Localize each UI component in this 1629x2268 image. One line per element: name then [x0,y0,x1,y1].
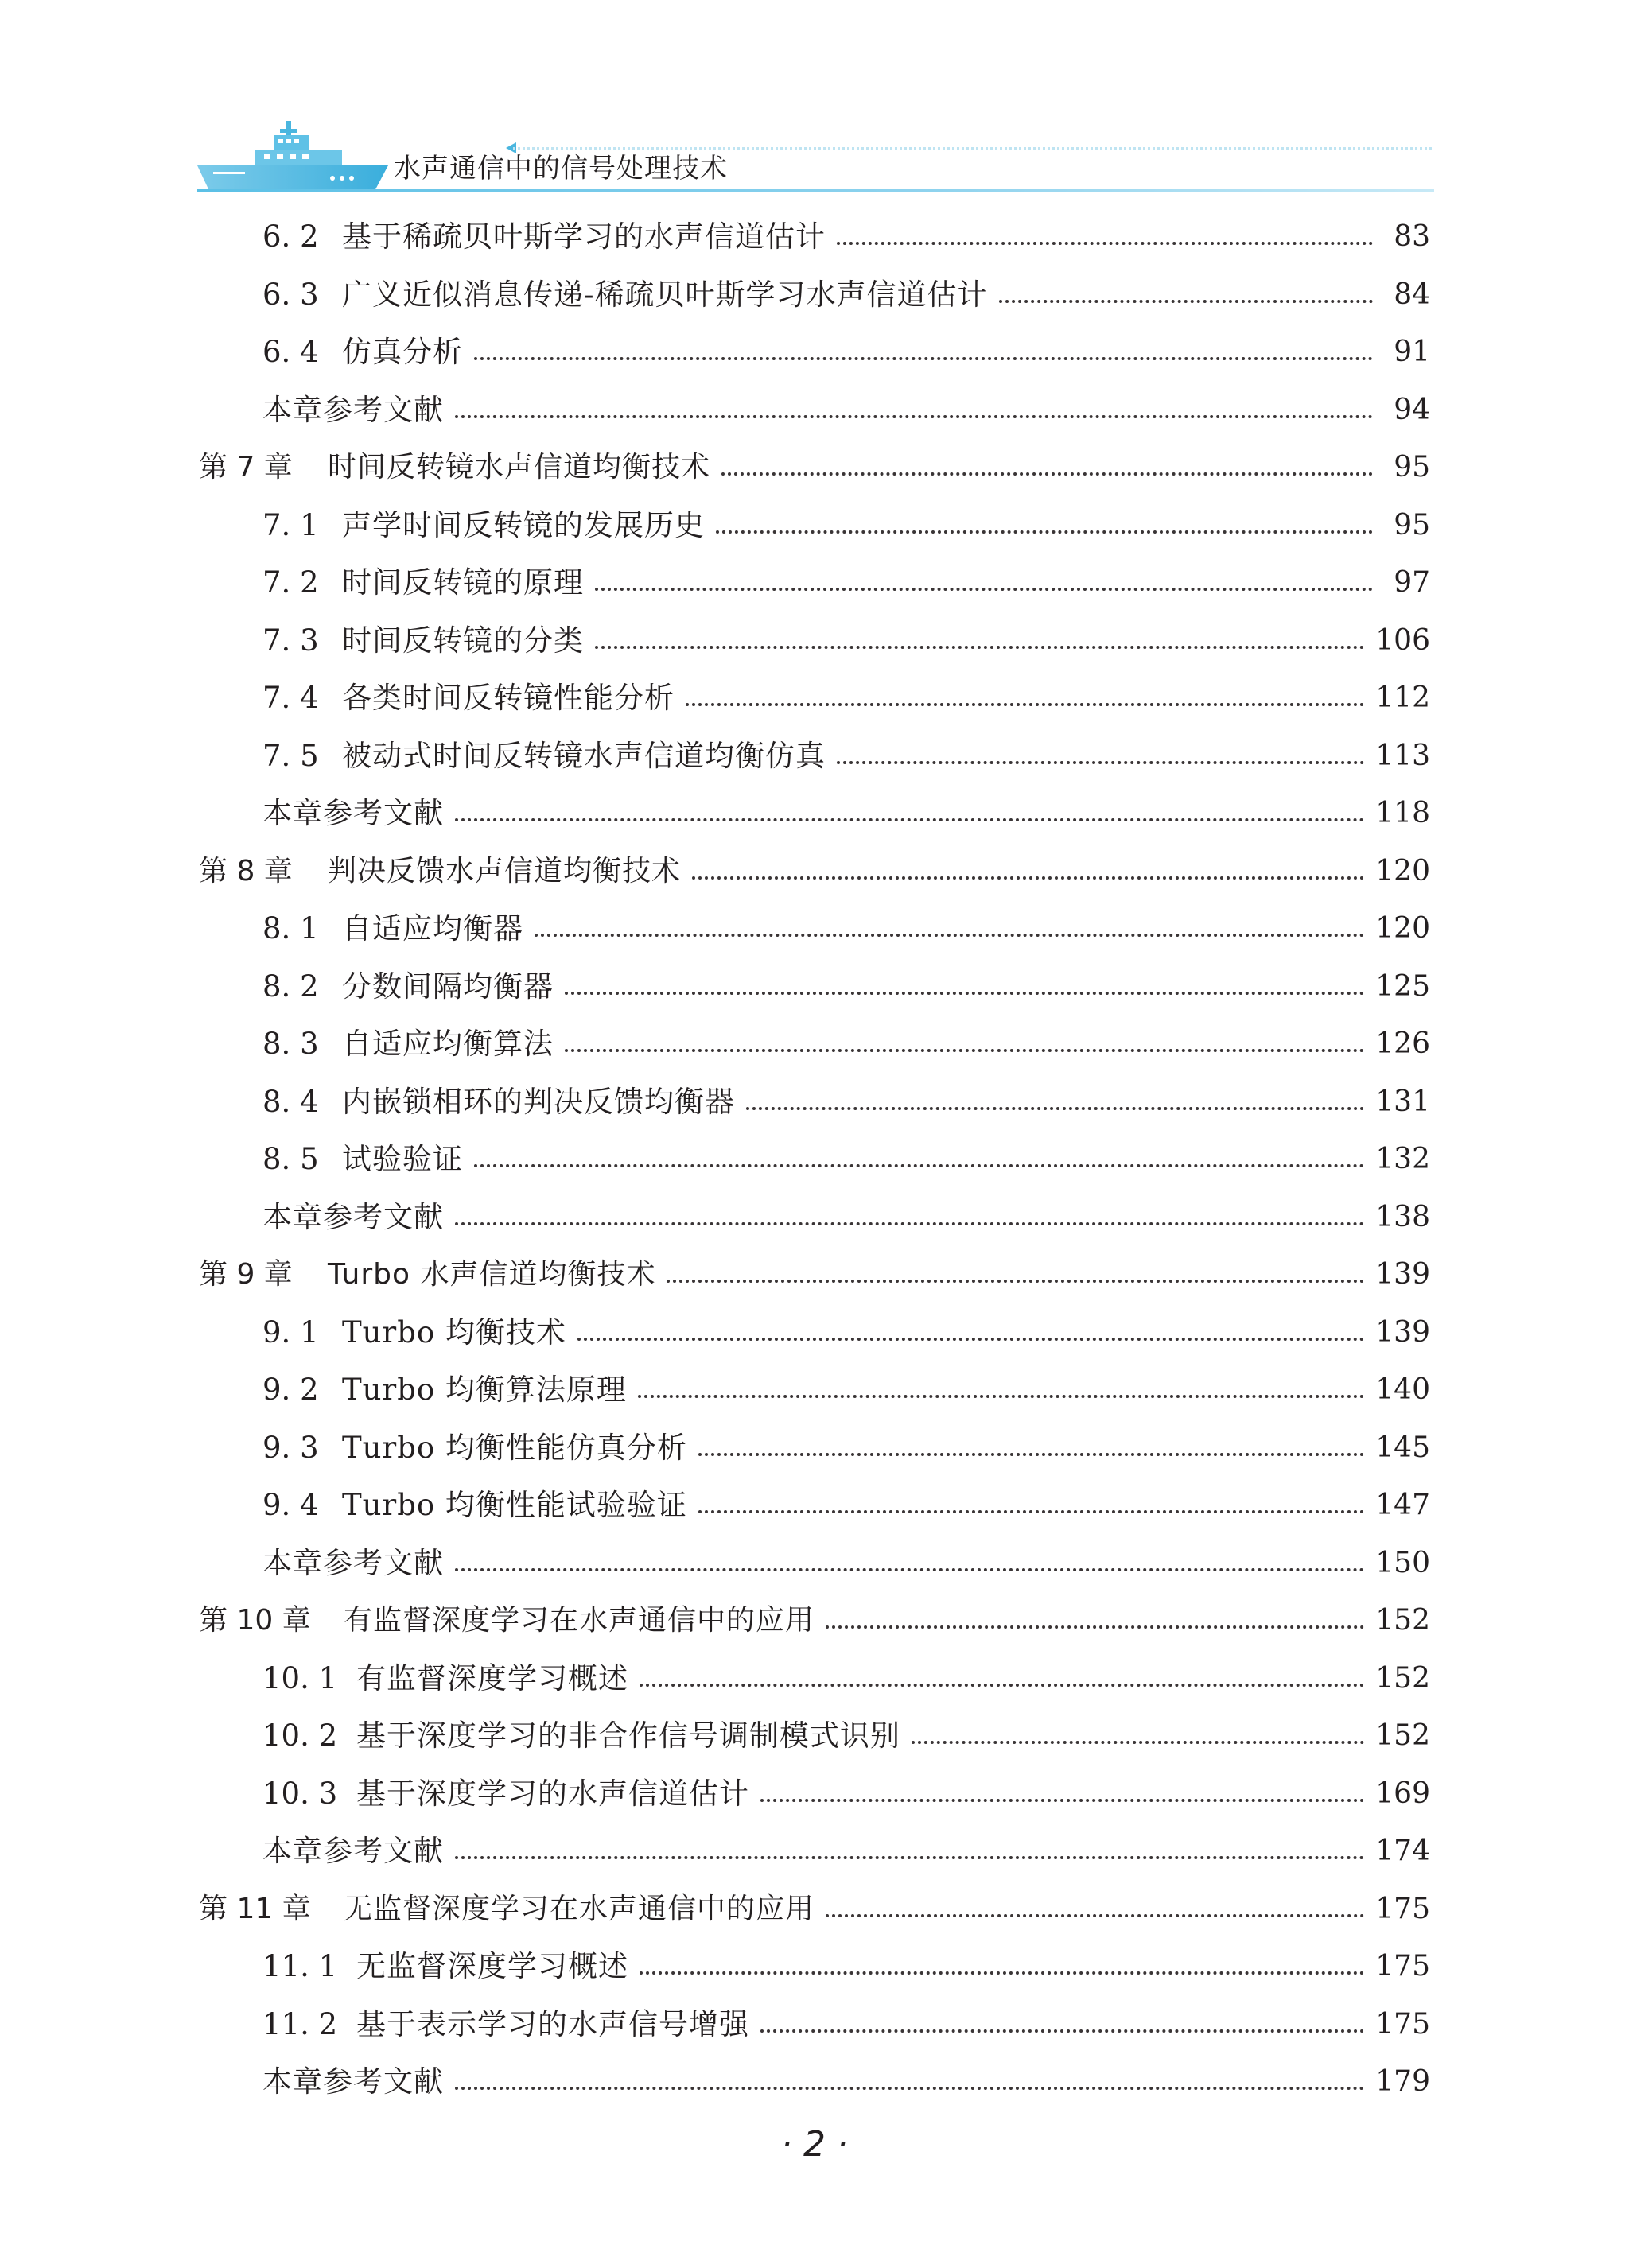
toc-page-number: 140 [1375,1373,1430,1407]
toc-page-number: 97 [1394,566,1430,600]
toc-entry-title: 仿真分析 [342,335,463,370]
toc-references-row [0,785,1629,843]
toc-section-row [0,958,1629,1016]
toc-page-number: 132 [1375,1143,1430,1176]
toc-dot-leader [826,1914,1364,1917]
toc-dot-leader [692,876,1364,880]
toc-page-number: 175 [1375,2007,1430,2041]
toc-entry-number: 6. 3 [262,277,319,312]
toc-page-number: 175 [1375,1892,1430,1925]
toc-entry-title: 基于深度学习的水声信道估计 [356,1776,749,1811]
toc-dot-leader [595,588,1373,591]
toc-section-row [0,266,1629,324]
toc-entry-title: Turbo 均衡性能仿真分析 [342,1430,687,1465]
toc-dot-leader [535,934,1364,937]
toc-entry-number: 9. 3 [262,1430,319,1465]
toc-references-row [0,2053,1629,2111]
toc-dot-leader [455,415,1373,418]
toc-entry-title: 基于深度学习的非合作信号调制模式识别 [356,1718,900,1753]
toc-entry-title: 声学时间反转镜的发展历史 [342,507,705,542]
toc-dot-leader [455,818,1364,821]
toc-section-row [0,1938,1629,1996]
toc-dot-leader [640,1684,1364,1687]
toc-entry-title: 本章参考文献 [262,796,444,831]
toc-entry-number: 11. 2 [262,2006,338,2041]
toc-entry-title: 被动式时间反转镜水声信道均衡仿真 [342,738,826,773]
toc-dot-leader [565,1049,1364,1052]
toc-chapter-row [0,843,1629,901]
toc-dot-leader [455,1856,1364,1859]
toc-dot-leader [455,2087,1364,2090]
toc-page-number: 95 [1394,451,1430,484]
toc-section-row [0,1361,1629,1419]
toc-page-number: 118 [1375,797,1430,830]
toc-section-row [0,900,1629,958]
toc-section-row [0,1650,1629,1708]
toc-entry-title: 本章参考文献 [262,1545,444,1580]
toc-dot-leader [716,530,1373,534]
toc-entry-number: 8. 3 [262,1027,319,1062]
toc-section-row [0,1074,1629,1132]
toc-entry-number: 第 9 章 [199,1258,293,1291]
toc-entry-number: 9. 4 [262,1488,319,1523]
toc-section-row [0,497,1629,555]
toc-section-row [0,1016,1629,1074]
toc-entry-title: 无监督深度学习概述 [356,1949,628,1984]
toc-dot-leader [474,357,1373,360]
toc-entry-number: 第 10 章 [199,1604,311,1637]
toc-section-row [0,670,1629,728]
toc-section-row [0,1707,1629,1765]
toc-entry-title: 时间反转镜的分类 [342,623,584,658]
toc-entry-number: 7. 2 [262,565,319,600]
toc-section-row [0,1131,1629,1189]
toc-dot-leader [565,992,1364,995]
toc-entry-number: 8. 2 [262,969,319,1004]
toc-page-number: 94 [1394,393,1430,426]
toc-dot-leader [760,1799,1364,1802]
toc-dot-leader [638,1395,1364,1398]
toc-entry-number: 第 11 章 [199,1892,311,1925]
toc-references-row [0,1189,1629,1247]
toc-dot-leader [595,646,1364,649]
toc-dot-leader [999,300,1373,303]
toc-page-number: 112 [1375,682,1430,715]
toc-dot-leader [474,1164,1364,1167]
toc-page-number: 83 [1394,220,1430,254]
toc-page-number: 174 [1375,1835,1430,1868]
toc-entry-title: Turbo 均衡技术 [342,1315,566,1350]
toc-entry-number: 6. 2 [262,219,319,254]
toc-entry-title: 时间反转镜水声信道均衡技术 [328,451,711,484]
toc-section-row [0,612,1629,670]
toc-entry-number: 第 7 章 [199,451,293,484]
toc-entry-number: 8. 5 [262,1142,319,1177]
toc-dot-leader [760,2029,1364,2033]
page-number: · 2 · [781,2124,848,2165]
toc-page-number: 106 [1375,623,1430,657]
toc-page-number: 120 [1375,912,1430,946]
toc-section-row [0,1477,1629,1535]
table-of-contents [0,208,1629,2111]
toc-entry-number: 第 8 章 [199,854,293,887]
toc-page-number: 175 [1375,1950,1430,1983]
toc-entry-number: 10. 2 [262,1718,338,1753]
toc-page-number: 91 [1394,336,1430,369]
toc-dot-leader [826,1625,1364,1629]
toc-page-number: 131 [1375,1085,1430,1118]
toc-chapter-row [0,1246,1629,1304]
toc-entry-title: 分数间隔均衡器 [342,969,554,1004]
toc-page-number: 169 [1375,1777,1430,1810]
toc-page-number: 125 [1375,969,1430,1003]
toc-entry-number: 7. 4 [262,681,319,716]
toc-section-row [0,728,1629,786]
toc-entry-title: 各类时间反转镜性能分析 [342,681,675,716]
toc-entry-title: 本章参考文献 [262,392,444,427]
toc-entry-title: Turbo 均衡算法原理 [342,1373,627,1408]
toc-entry-number: 8. 4 [262,1084,319,1119]
toc-references-row [0,1823,1629,1881]
toc-page-number: 95 [1394,508,1430,542]
header-rule [197,189,1434,192]
toc-entry-number: 7. 5 [262,738,319,773]
header-dotted-line [513,147,1432,150]
ship-icon [197,119,388,195]
toc-entry-title: 有监督深度学习概述 [356,1660,628,1695]
toc-page-number: 150 [1375,1546,1430,1579]
toc-entry-number: 8. 1 [262,911,319,946]
toc-chapter-row [0,1881,1629,1939]
toc-entry-title: 内嵌锁相环的判决反馈均衡器 [342,1084,735,1119]
toc-page-number: 152 [1375,1661,1430,1695]
toc-entry-title: Turbo 均衡性能试验验证 [342,1488,687,1523]
toc-entry-number: 10. 3 [262,1776,338,1811]
toc-dot-leader [721,472,1373,476]
toc-entry-title: 自适应均衡算法 [342,1027,554,1062]
toc-dot-leader [455,1222,1364,1225]
toc-entry-title: 时间反转镜的原理 [342,565,584,600]
toc-page-number: 152 [1375,1719,1430,1753]
toc-section-row [0,208,1629,266]
toc-entry-title: 广义近似消息传递-稀疏贝叶斯学习水声信道估计 [342,277,988,312]
toc-page-number: 179 [1375,2065,1430,2099]
toc-entry-title: 无监督深度学习在水声通信中的应用 [344,1892,815,1925]
toc-page-number: 113 [1375,739,1430,772]
toc-section-row [0,324,1629,382]
toc-dot-leader [640,1971,1364,1975]
toc-entry-title: 本章参考文献 [262,1199,444,1234]
toc-references-row [0,382,1629,440]
toc-dot-leader [746,1107,1364,1110]
toc-entry-number: 6. 4 [262,335,319,370]
toc-section-row [0,1765,1629,1823]
toc-page-number: 152 [1375,1604,1430,1637]
toc-page-number: 138 [1375,1200,1430,1233]
toc-page-number: 139 [1375,1315,1430,1349]
toc-entry-number: 9. 2 [262,1373,319,1408]
toc-entry-title: Turbo 水声信道均衡技术 [328,1258,656,1291]
toc-entry-title: 试验验证 [342,1142,463,1177]
toc-references-row [0,1535,1629,1593]
toc-entry-number: 7. 3 [262,623,319,658]
toc-page-number: 84 [1394,278,1430,311]
toc-entry-number: 9. 1 [262,1315,319,1350]
toc-entry-title: 本章参考文献 [262,1834,444,1869]
toc-entry-title: 本章参考文献 [262,2064,444,2099]
toc-dot-leader [912,1741,1364,1744]
toc-page-number: 120 [1375,854,1430,887]
toc-chapter-row [0,1592,1629,1650]
toc-entry-title: 基于稀疏贝叶斯学习的水声信道估计 [342,219,826,254]
toc-section-row [0,1419,1629,1478]
toc-section-row [0,1996,1629,2054]
toc-dot-leader [837,761,1364,764]
toc-entry-title: 有监督深度学习在水声通信中的应用 [344,1604,815,1637]
toc-dot-leader [455,1568,1364,1571]
toc-page-number: 126 [1375,1027,1430,1061]
running-header-title: 水声通信中的信号处理技术 [394,153,728,184]
toc-page-number: 145 [1375,1431,1430,1464]
toc-dot-leader [698,1510,1364,1513]
toc-page-number: 147 [1375,1489,1430,1522]
toc-entry-number: 7. 1 [262,507,319,542]
toc-dot-leader [667,1280,1364,1283]
toc-entry-title: 自适应均衡器 [342,911,523,946]
toc-dot-leader [698,1453,1364,1456]
toc-dot-leader [686,703,1364,706]
toc-entry-number: 10. 1 [262,1660,338,1695]
toc-dot-leader [577,1338,1364,1341]
toc-page-number: 139 [1375,1258,1430,1291]
toc-section-row [0,1304,1629,1362]
toc-chapter-row [0,439,1629,497]
toc-dot-leader [837,242,1373,245]
toc-entry-number: 11. 1 [262,1949,338,1984]
toc-entry-title: 判决反馈水声信道均衡技术 [328,854,682,887]
running-header [0,0,1629,207]
toc-entry-title: 基于表示学习的水声信号增强 [356,2006,749,2041]
toc-section-row [0,554,1629,612]
